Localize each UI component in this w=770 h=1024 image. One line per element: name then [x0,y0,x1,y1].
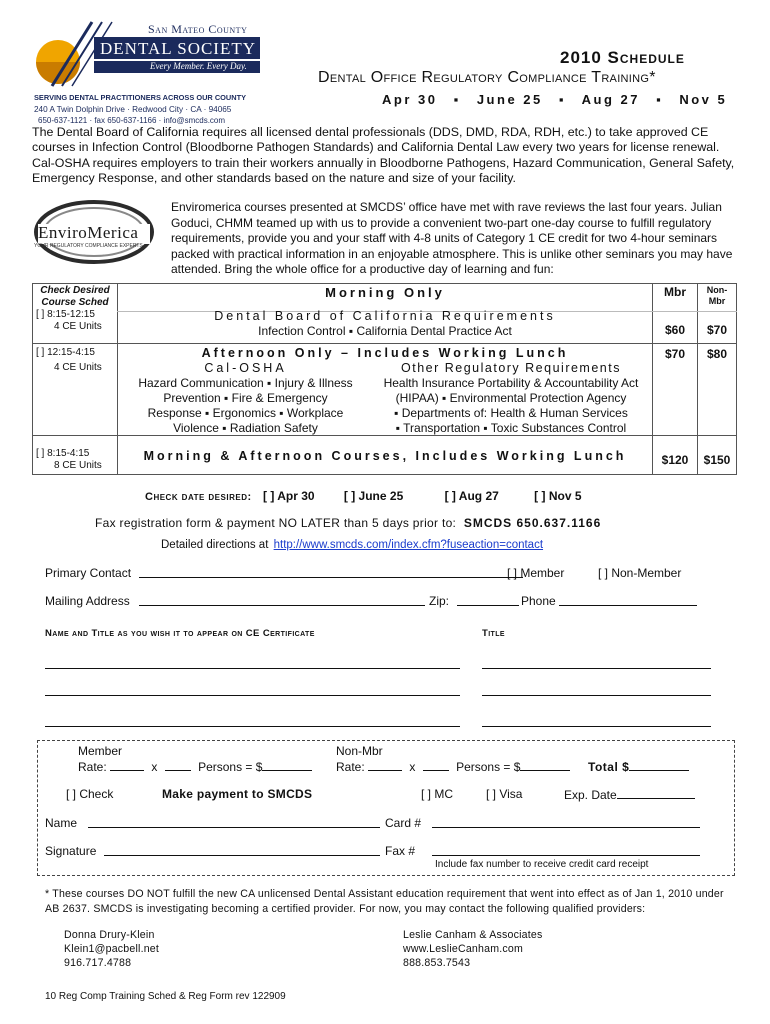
nonmbr-rate-field[interactable] [368,759,402,771]
provider-name: Leslie Canham & Associates [403,929,543,941]
afternoon-mbr-price: $70 [664,347,686,361]
afternoon-units: 4 CE Units [54,362,102,373]
logo-org-line1: San Mateo County [148,22,248,36]
primary-contact-label: Primary Contact [45,566,132,580]
attendee-name-field[interactable] [45,695,460,696]
check-payment-checkbox[interactable]: [ ] Check [66,787,114,801]
header-date: Aug 27 [581,92,640,107]
smcds-logo [32,20,262,124]
logo-tagline: Every Member. Every Day. [150,61,247,71]
schedule-table [32,283,737,475]
signature-field[interactable] [104,844,380,856]
header-date: Nov 5 [679,92,728,107]
directions-link[interactable]: http://www.smcds.com/index.cfm?fuseaction=contact [273,539,544,551]
visa-checkbox[interactable]: [ ] Visa [486,787,523,801]
phone-field[interactable] [559,594,697,606]
nonmbr-rate-label: Non-Mbr [336,744,383,758]
date-option-nov[interactable]: [ ] Nov 5 [534,489,582,503]
zip-label: Zip: [429,594,450,608]
member-checkbox[interactable]: [ ] Member [507,566,565,580]
check-header: Check Desired Course Sched [40,285,110,308]
attendee-title-field[interactable] [482,695,711,696]
nonmbr-col-header: Non- Mbr [706,285,728,306]
fullday-units: 8 CE Units [54,460,102,471]
morning-checkbox[interactable]: [ ] 8:15-12:15 [36,309,95,320]
fax-number-field[interactable] [432,844,700,856]
mailing-address-label: Mailing Address [45,594,130,608]
check-date-row [145,489,582,503]
cal-osha-block: Cal-OSHA Hazard Communication ▪ Injury & Illness Prevention ▪ Fire & Emergency Response ▪ Ergonomics ▪ Workplace Violence ▪ Radiation Safety [118,361,373,436]
nonmember-checkbox[interactable]: [ ] Non-Member [598,566,682,580]
form-footer: 10 Reg Comp Training Sched & Reg Form rev 122909 [45,991,286,1002]
morning-only-header: Morning Only [325,285,445,300]
fullday-nonmbr-price: $150 [703,453,731,467]
mailing-address-row [45,594,745,610]
footnote: * These courses DO NOT fulfill the new CA unlicensed Dental Assistant education requirement that went into effect as of Jan 1, 2010 under AB 2637. SMCDS is investigating becoming a certified provider. For now, you may contact the following qualified providers: [45,888,724,915]
header-date: Apr 30 [382,92,438,107]
fullday-checkbox[interactable]: [ ] 8:15-4:15 [36,448,90,459]
attendee-name-field[interactable] [45,726,460,727]
exp-date-row: Exp. Date [564,787,695,802]
page-title: 2010 Schedule [560,48,685,67]
afternoon-checkbox[interactable]: [ ] 12:15-4:15 [36,347,95,358]
enviromerica-logo [32,196,156,272]
fax-number-label: Fax # [385,844,416,858]
date-option-apr[interactable]: [ ] Apr 30 [262,489,315,503]
other-regulatory-title: Other Regulatory Requirements [401,361,621,375]
nonmbr-rate-row: Rate: x Persons = $ [336,759,570,774]
card-number-label: Card # [385,816,422,830]
other-regulatory-block: Other Regulatory Requirements Health Insurance Portability & Accountability Act (HIPAA) ▪ Environmental Protection Agency ▪ Departments of: Health & Human Services ▪ Transportation ▪ Toxic Substances Control [370,361,652,436]
check-date-label: Check date desired: [145,491,252,503]
nonmbr-persons-field[interactable] [423,759,449,771]
fax-note: Include fax number to receive credit card receipt [435,859,649,870]
mailing-address-field[interactable] [139,594,425,606]
logo-org-line2: DENTAL SOCIETY [100,39,257,58]
enviromerica-logo-tag: YOUR REGULATORY COMPLIANCE EXPERTS [34,243,143,249]
provider-email: Klein1@pacbell.net [64,943,160,955]
attendee-name-field[interactable] [45,668,460,669]
fullday-course-title: Morning & Afternoon Courses, Includes Working Lunch [143,449,627,463]
exp-date-field[interactable] [617,787,695,799]
total-row: Total $ [588,759,689,774]
morning-nonmbr-price: $70 [706,323,728,337]
morning-course-detail: Infection Control ▪ California Dental Practice Act [258,324,512,338]
provider-1 [64,928,159,970]
cardholder-name-field[interactable] [88,816,380,828]
provider-website: www.LeslieCanham.com [403,943,523,955]
member-persons-field[interactable] [165,759,191,771]
header-date: June 25 [476,92,543,107]
phone-label: Phone [521,594,556,608]
member-rate-row: Rate: x Persons = $ [78,759,312,774]
logo-serving: SERVING DENTAL PRACTITIONERS ACROSS OUR COUNTY [34,93,247,102]
primary-contact-row [45,566,745,582]
provider-2 [403,928,542,970]
fax-deadline-line: Fax registration form & payment NO LATER than 5 days prior to: SMCDS 650.637.1166 [95,516,602,530]
attendee-title-field[interactable] [482,668,711,669]
title-label: Title [482,628,505,639]
member-rate-label: Member [78,744,123,758]
zip-field[interactable] [457,594,519,606]
make-payment-note: Make payment to SMCDS [162,787,313,801]
morning-course-title: Dental Board of California Requirements [214,309,556,323]
afternoon-nonmbr-price: $80 [706,347,728,361]
fax-number: SMCDS 650.637.1166 [463,516,602,530]
date-option-aug[interactable]: [ ] Aug 27 [444,489,499,503]
primary-contact-field[interactable] [139,566,523,578]
total-field[interactable] [629,759,689,771]
mc-checkbox[interactable]: [ ] MC [421,787,453,801]
provider-name: Donna Drury-Klein [64,929,155,941]
member-amount-field[interactable] [262,759,312,771]
attendee-title-field[interactable] [482,726,711,727]
provider-phone: 916.717.4788 [64,957,132,969]
directions-line: Detailed directions at http://www.smcds.com/index.cfm?fuseaction=contact [161,539,544,551]
enviro-paragraph: Enviromerica courses presented at SMCDS’ office have met with rave reviews the last four years. Julian Goduci, CHMM teamed up with us to provide a convenient two-part one-day course to fulfill regulatory requirements, provide you and your staff with 4-8 units of Category 1 CE credit for two 4-hour seminars packed with practical information in an enjoyable atmosphere. This is unlike other seminars you may have attended. Bring the whole office for a productive day of learning and fun: [171,200,733,276]
page-subtitle: Dental Office Regulatory Compliance Training* [318,69,656,86]
date-option-june[interactable]: [ ] June 25 [343,489,404,503]
header-dates: Apr 30 ▪ June 25 ▪ Aug 27 ▪ Nov 5 [382,92,728,107]
morning-units: 4 CE Units [54,321,102,332]
afternoon-course-title: Afternoon Only – Includes Working Lunch [201,346,569,360]
signature-label: Signature [45,844,97,858]
morning-mbr-price: $60 [664,323,686,337]
member-rate-field[interactable] [110,759,144,771]
fullday-mbr-price: $120 [661,453,689,467]
intro-paragraph: The Dental Board of California requires all licensed dental professionals (DDS, DMD, RDA, RDH, etc.) to take approved CE courses in Infection Control (Bloodborne Pathogen Standards) and California Dental Law every two years for license renewal. Cal-OSHA requires employers to train their workers annually in Bloodborne Pathogens, Hazard Communication, General Safety, Emergency Response, and other standards based on the nature and size of your facility. [32,125,735,186]
nonmbr-amount-field[interactable] [520,759,570,771]
cal-osha-title: Cal-OSHA [204,361,287,375]
card-number-field[interactable] [432,816,700,828]
cardholder-name-label: Name [45,816,78,830]
name-title-label: Name and Title as you wish it to appear on CE Certificate [45,628,315,639]
provider-phone: 888.853.7543 [403,957,471,969]
enviromerica-logo-text: EnviroMerica [38,223,139,242]
mbr-col-header: Mbr [664,285,686,299]
payment-box [37,740,735,876]
logo-address: 240 A Twin Dolphin Drive · Redwood City · CA · 94065 [34,105,232,114]
logo-contact: 650-637-1121 · fax 650-637-1166 · info@smcds.com [38,116,226,125]
